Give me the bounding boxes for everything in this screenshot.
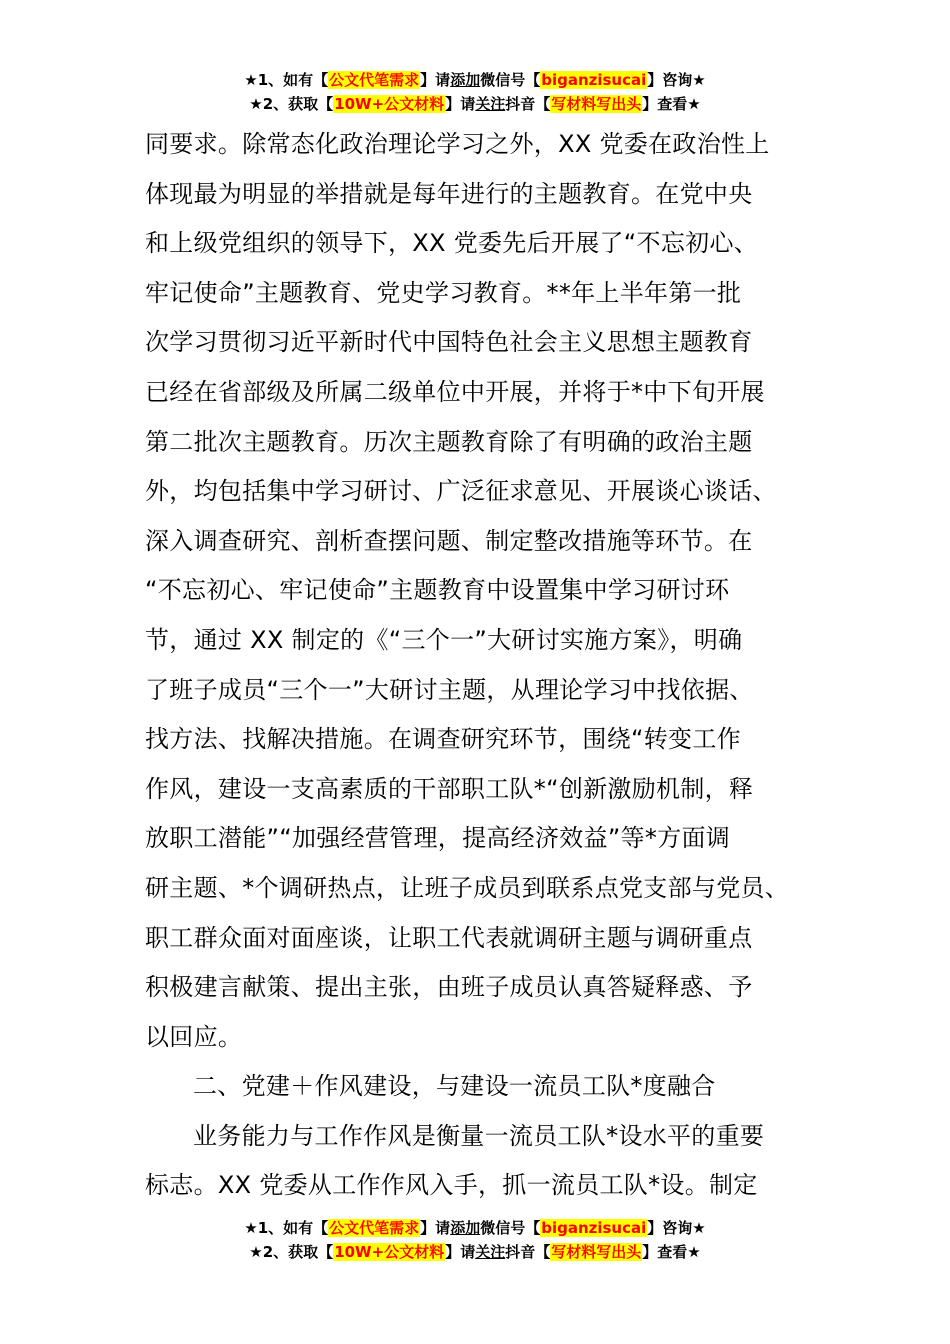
banner-text: 】请: [445, 95, 476, 113]
highlight-ghostwriting: 公文代笔需求: [329, 1219, 420, 1237]
banner-text: 抖音【: [505, 95, 551, 113]
body-line: 次学习贯彻习近平新时代中国特色社会主义思想主题教育: [145, 328, 753, 357]
footer-banner-line-1: [0, 1216, 950, 1240]
body-line: 节，通过 XX 制定的《“三个一”大研讨实施方案》，明确: [145, 625, 743, 654]
banner-text: 】请: [420, 1219, 451, 1237]
highlight-materials: 10W+公文材料: [334, 1243, 445, 1261]
banner-text: 】请: [420, 71, 451, 89]
highlight-douyin-account: 写材料写出头: [551, 1243, 642, 1261]
banner-underlined-text: 添加: [450, 1219, 481, 1237]
banner-text: 】请: [445, 1243, 476, 1261]
banner-text: ★1、如有【: [244, 1219, 329, 1237]
highlight-materials: 10W+公文材料: [334, 95, 445, 113]
banner-text: ★2、获取【: [249, 95, 334, 113]
document-body: [145, 120, 815, 1211]
footer-banner: [0, 1216, 950, 1264]
body-line: 研主题、*个调研热点，让班子成员到联系点党支部与党员、: [145, 873, 790, 902]
banner-text: 】咨询★: [647, 71, 706, 89]
body-line: 外，均包括集中学习研讨、广泛征求意见、开展谈心谈话、: [145, 477, 777, 506]
body-line: 和上级党组织的领导下，XX 党委先后开展了“不忘初心、: [145, 229, 759, 258]
paragraph-first-line: 业务能力与工作作风是衡量一流员工队*设水平的重要: [193, 1121, 765, 1150]
body-line: 以回应。: [145, 1022, 243, 1051]
banner-underlined-text: 关注: [475, 1243, 506, 1261]
body-line: 深入调查研究、剖析查摆问题、制定整改措施等环节。在: [145, 526, 753, 555]
highlight-ghostwriting: 公文代笔需求: [329, 71, 420, 89]
banner-text: 微信号【: [480, 71, 541, 89]
header-banner: [0, 68, 950, 116]
banner-text: 抖音【: [505, 1243, 551, 1261]
header-banner-line-1: [0, 68, 950, 92]
body-line: 作风，建设一支高素质的干部职工队*“创新激励机制，释: [145, 774, 754, 803]
highlight-wechat-id: biganzisucai: [541, 71, 647, 89]
body-line: 积极建言献策、提出主张，由班子成员认真答疑释惑、予: [145, 973, 753, 1002]
banner-text: 】查看★: [642, 95, 701, 113]
body-line: 标志。XX 党委从工作作风入手，抓一流员工队*设。制定: [145, 1171, 758, 1200]
body-line: 牢记使命”主题教育、党史学习教育。**年上半年第一批: [145, 278, 742, 307]
body-line: 同要求。除常态化政治理论学习之外，XX 党委在政治性上: [145, 130, 770, 158]
banner-underlined-text: 关注: [475, 95, 506, 113]
body-line: “不忘初心、牢记使命”主题教育中设置集中学习研讨环: [145, 576, 730, 605]
section-heading: 二、党建＋作风建设，与建设一流员工队*度融合: [193, 1072, 716, 1101]
banner-text: 】咨询★: [647, 1219, 706, 1237]
body-line: 职工群众面对面座谈，让职工代表就调研主题与调研重点: [145, 923, 753, 952]
header-banner-line-2: [0, 92, 950, 116]
body-line: 放职工潜能”“加强经营管理，提高经济效益”等*方面调: [145, 824, 731, 853]
body-line: 找方法、找解决措施。在调查研究环节，围绕“转变工作: [145, 725, 741, 754]
footer-banner-line-2: [0, 1240, 950, 1264]
body-line: 已经在省部级及所属二级单位中开展，并将于*中下旬开展: [145, 377, 765, 406]
banner-text: 微信号【: [480, 1219, 541, 1237]
banner-text: 】查看★: [642, 1243, 701, 1261]
body-line: 了班子成员“三个一”大研讨主题，从理论学习中找依据、: [145, 675, 754, 704]
highlight-wechat-id: biganzisucai: [541, 1219, 647, 1237]
body-line: 第二批次主题教育。历次主题教育除了有明确的政治主题: [145, 427, 753, 456]
banner-text: ★1、如有【: [244, 71, 329, 89]
highlight-douyin-account: 写材料写出头: [551, 95, 642, 113]
banner-text: ★2、获取【: [249, 1243, 334, 1261]
banner-underlined-text: 添加: [450, 71, 481, 89]
body-line: 体现最为明显的举措就是每年进行的主题教育。在党中央: [145, 179, 753, 208]
